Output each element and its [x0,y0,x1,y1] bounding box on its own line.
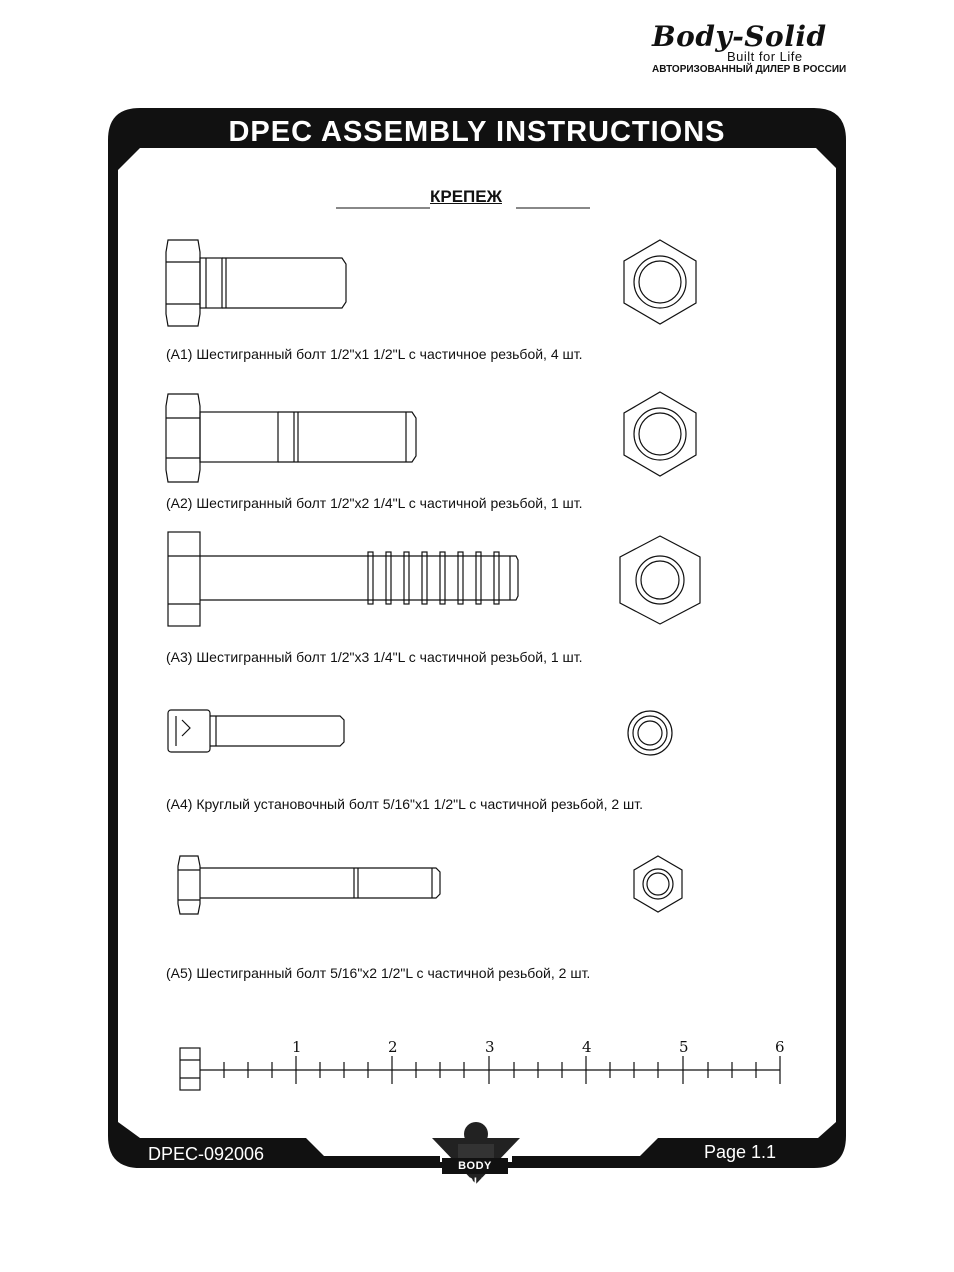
ruler-label: 4 [582,1038,592,1056]
footer-logo: BODY SOLID [442,1158,508,1174]
dealer-label: АВТОРИЗОВАННЫЙ ДИЛЕР В РОССИИ [652,64,847,75]
document-code: DPEC-092006 [148,1144,265,1164]
ruler-label: 1 [292,1038,302,1056]
page-number: Page 1.1 [704,1142,777,1162]
part-caption-a3: (A3) Шестигранный болт 1/2"x3 1/4"L с частичной резьбой, 1 шт. [166,649,583,665]
page-title: DPEC ASSEMBLY INSTRUCTIONS [228,116,726,148]
ruler-label: 6 [775,1038,785,1056]
part-caption-a4: (A4) Круглый установочный болт 5/16"x1 1/2"L с частичной резьбой, 2 шт. [166,796,644,812]
ruler-label: 5 [679,1038,689,1056]
ruler-label: 3 [485,1038,495,1056]
section-title: КРЕПЕЖ [430,187,502,206]
part-caption-a2: (A2) Шестигранный болт 1/2"x2 1/4"L с частичной резьбой, 1 шт. [166,495,583,511]
part-caption-a5: (A5) Шестигранный болт 5/16"x2 1/2"L с частичной резьбой, 2 шт. [166,965,591,981]
part-caption-a1: (A1) Шестигранный болт 1/2"x1 1/2"L с частичное резьбой, 4 шт. [166,346,583,362]
brand-tagline: Built for Life [727,49,803,64]
brand-logo: Body-Solid [652,20,827,53]
ruler-label: 2 [388,1038,398,1056]
